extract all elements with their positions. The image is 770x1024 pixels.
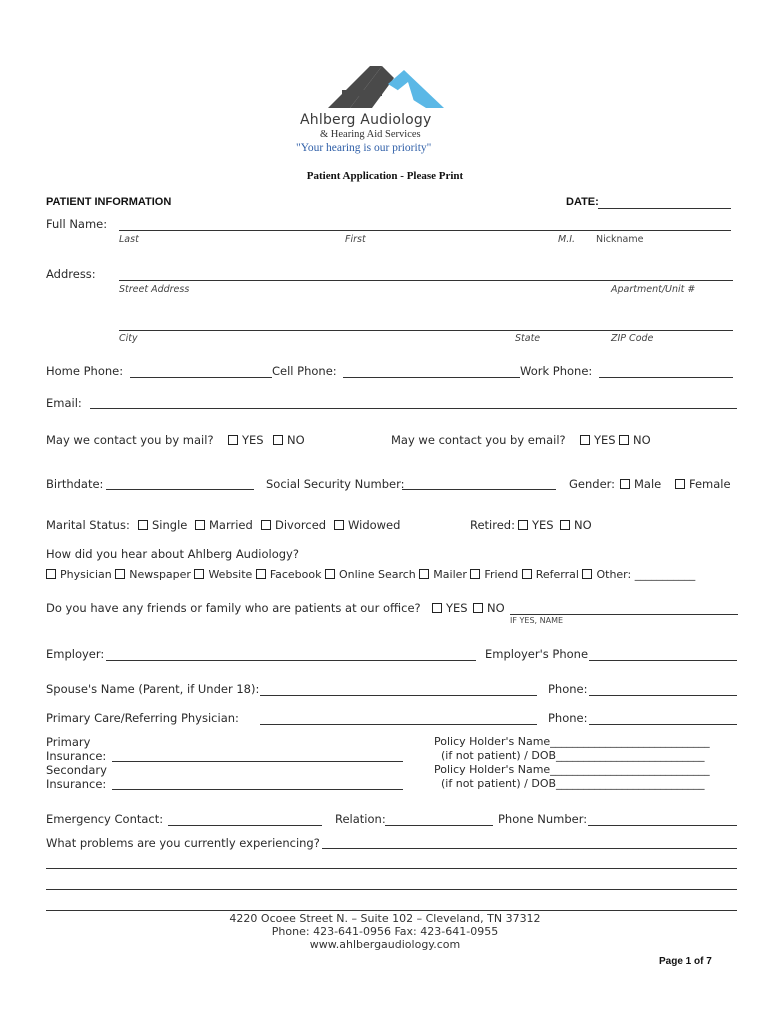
spouse-phone-line[interactable]: [589, 695, 737, 696]
hear-option-other[interactable]: Other: ___________: [582, 568, 695, 581]
friends-no-option[interactable]: NO: [473, 601, 505, 615]
primary-care-line[interactable]: [260, 724, 537, 725]
zip-caption: ZIP Code: [611, 333, 654, 344]
checkbox-icon[interactable]: [115, 569, 125, 579]
checkbox-icon[interactable]: [560, 520, 570, 530]
email-no-option[interactable]: NO: [619, 433, 651, 447]
logo-tagline: "Your hearing is our priority": [296, 142, 432, 154]
hear-option-mailer[interactable]: Mailer: [419, 568, 467, 581]
checkbox-icon[interactable]: [256, 569, 266, 579]
page-number: Page 1 of 7: [659, 956, 712, 967]
phone-number-line[interactable]: [588, 825, 737, 826]
marital-married-option[interactable]: Married: [195, 518, 253, 532]
hear-option-online-search[interactable]: Online Search: [325, 568, 416, 581]
checkbox-icon[interactable]: [518, 520, 528, 530]
ssn-label: Social Security Number:: [266, 477, 405, 491]
work-phone-line[interactable]: [599, 377, 733, 378]
footer-address: 4220 Ocoee Street N. – Suite 102 – Cleveland, TN 37312: [229, 912, 541, 925]
mail-no-option[interactable]: NO: [273, 433, 305, 447]
checkbox-icon[interactable]: [194, 569, 204, 579]
email-line[interactable]: [90, 408, 737, 409]
friends-name-caption: IF YES, NAME: [510, 616, 564, 625]
checkbox-icon[interactable]: [582, 569, 592, 579]
checkbox-icon[interactable]: [580, 435, 590, 445]
policy-holder-1[interactable]: Policy Holder's Name_____________________________: [434, 735, 710, 748]
employer-phone-line[interactable]: [589, 660, 737, 661]
city-line[interactable]: [119, 330, 733, 331]
checkbox-icon[interactable]: [522, 569, 532, 579]
checkbox-icon[interactable]: [325, 569, 335, 579]
contact-email-question: May we contact you by email?: [391, 433, 566, 447]
gender-label: Gender:: [569, 477, 616, 491]
hear-option-facebook[interactable]: Facebook: [256, 568, 322, 581]
problems-line-3[interactable]: [46, 889, 737, 890]
retired-label: Retired:: [470, 518, 515, 532]
state-caption: State: [515, 333, 541, 344]
employer-phone-label: Employer's Phone: [485, 647, 589, 661]
checkbox-icon[interactable]: [195, 520, 205, 530]
checkbox-icon[interactable]: [619, 435, 629, 445]
checkbox-icon[interactable]: [334, 520, 344, 530]
logo-mark-icon: [290, 60, 480, 115]
cell-phone-label: Cell Phone:: [272, 364, 337, 378]
friends-name-line[interactable]: [510, 614, 738, 615]
date-line[interactable]: [598, 208, 731, 209]
primary-care-label: Primary Care/Referring Physician:: [46, 711, 239, 725]
friends-question: Do you have any friends or family who are patients at our office?: [46, 601, 421, 615]
cell-phone-line[interactable]: [343, 377, 520, 378]
first-caption: First: [345, 234, 366, 245]
street-caption: Street Address: [119, 284, 190, 295]
section-heading: PATIENT INFORMATION: [46, 196, 172, 208]
last-caption: Last: [119, 234, 139, 245]
checkbox-icon[interactable]: [138, 520, 148, 530]
relation-line[interactable]: [385, 825, 493, 826]
gender-male-option[interactable]: Male: [620, 477, 661, 491]
full-name-line[interactable]: [119, 230, 731, 231]
retired-yes-option[interactable]: YES: [518, 518, 554, 532]
contact-mail-question: May we contact you by mail?: [46, 433, 214, 447]
marital-single-option[interactable]: Single: [138, 518, 187, 532]
checkbox-icon[interactable]: [261, 520, 271, 530]
checkbox-icon[interactable]: [473, 603, 483, 613]
primary-insurance-label-1: Primary: [46, 735, 91, 749]
birthdate-label: Birthdate:: [46, 477, 104, 491]
hear-about-options: [46, 568, 695, 581]
city-caption: City: [119, 333, 138, 344]
marital-divorced-option[interactable]: Divorced: [261, 518, 326, 532]
employer-line[interactable]: [106, 660, 476, 661]
policy-holder-dob-1[interactable]: (if not patient) / DOB___________________________: [441, 749, 705, 762]
date-label: DATE:: [566, 196, 599, 208]
gender-female-option[interactable]: Female: [675, 477, 731, 491]
hear-option-newspaper[interactable]: Newspaper: [115, 568, 191, 581]
primary-care-phone-line[interactable]: [589, 724, 737, 725]
apt-caption: Apartment/Unit #: [611, 284, 696, 295]
phone-number-label: Phone Number:: [498, 812, 588, 826]
marital-label: Marital Status:: [46, 518, 130, 532]
checkbox-icon[interactable]: [419, 569, 429, 579]
ssn-line[interactable]: [402, 489, 556, 490]
hear-about-question: How did you hear about Ahlberg Audiology?: [46, 547, 299, 561]
spouse-phone-label: Phone:: [548, 682, 588, 696]
hear-option-friend[interactable]: Friend: [470, 568, 518, 581]
spouse-line[interactable]: [260, 695, 537, 696]
secondary-insurance-line[interactable]: [112, 789, 403, 790]
employer-label: Employer:: [46, 647, 105, 661]
friends-yes-option[interactable]: YES: [432, 601, 468, 615]
policy-holder-2[interactable]: Policy Holder's Name_____________________________: [434, 763, 710, 776]
policy-holder-dob-2[interactable]: (if not patient) / DOB___________________________: [441, 777, 705, 790]
marital-widowed-option[interactable]: Widowed: [334, 518, 400, 532]
checkbox-icon[interactable]: [46, 569, 56, 579]
emergency-label: Emergency Contact:: [46, 812, 164, 826]
checkbox-icon[interactable]: [273, 435, 283, 445]
birthdate-line[interactable]: [106, 489, 254, 490]
email-yes-option[interactable]: YES: [580, 433, 616, 447]
email-label: Email:: [46, 396, 82, 410]
nickname-caption: Nickname: [596, 234, 644, 245]
secondary-insurance-label-2: Insurance:: [46, 777, 107, 791]
secondary-insurance-label-1: Secondary: [46, 763, 107, 777]
hear-option-referral[interactable]: Referral: [522, 568, 579, 581]
footer-contact: Phone: 423-641-0956 Fax: 423-641-0955: [271, 925, 499, 938]
primary-care-phone-label: Phone:: [548, 711, 588, 725]
checkbox-icon[interactable]: [228, 435, 238, 445]
problems-question: What problems are you currently experiencing?: [46, 836, 320, 850]
address-label: Address:: [46, 267, 96, 281]
logo-name: Ahlberg Audiology: [300, 112, 432, 128]
logo: [290, 60, 480, 160]
hear-option-physician[interactable]: Physician: [46, 568, 112, 581]
full-name-label: Full Name:: [46, 217, 108, 231]
home-phone-line[interactable]: [130, 377, 272, 378]
street-line[interactable]: [119, 280, 733, 281]
retired-no-option[interactable]: NO: [560, 518, 592, 532]
mi-caption: M.I.: [558, 234, 576, 245]
emergency-line[interactable]: [168, 825, 322, 826]
spouse-label: Spouse's Name (Parent, if Under 18):: [46, 682, 260, 696]
checkbox-icon[interactable]: [620, 479, 630, 489]
problems-line-2[interactable]: [46, 868, 737, 869]
primary-insurance-line[interactable]: [112, 761, 403, 762]
checkbox-icon[interactable]: [470, 569, 480, 579]
mail-yes-option[interactable]: YES: [228, 433, 264, 447]
problems-line-1[interactable]: [322, 848, 737, 849]
problems-line-4[interactable]: [46, 910, 737, 911]
work-phone-label: Work Phone:: [520, 364, 593, 378]
checkbox-icon[interactable]: [675, 479, 685, 489]
primary-insurance-label-2: Insurance:: [46, 749, 107, 763]
relation-label: Relation:: [335, 812, 386, 826]
form-title: Patient Application - Please Print: [306, 170, 464, 182]
footer-web: www.ahlbergaudiology.com: [309, 938, 461, 951]
hear-option-website[interactable]: Website: [194, 568, 252, 581]
logo-sub: & Hearing Aid Services: [320, 129, 421, 140]
checkbox-icon[interactable]: [432, 603, 442, 613]
home-phone-label: Home Phone:: [46, 364, 124, 378]
